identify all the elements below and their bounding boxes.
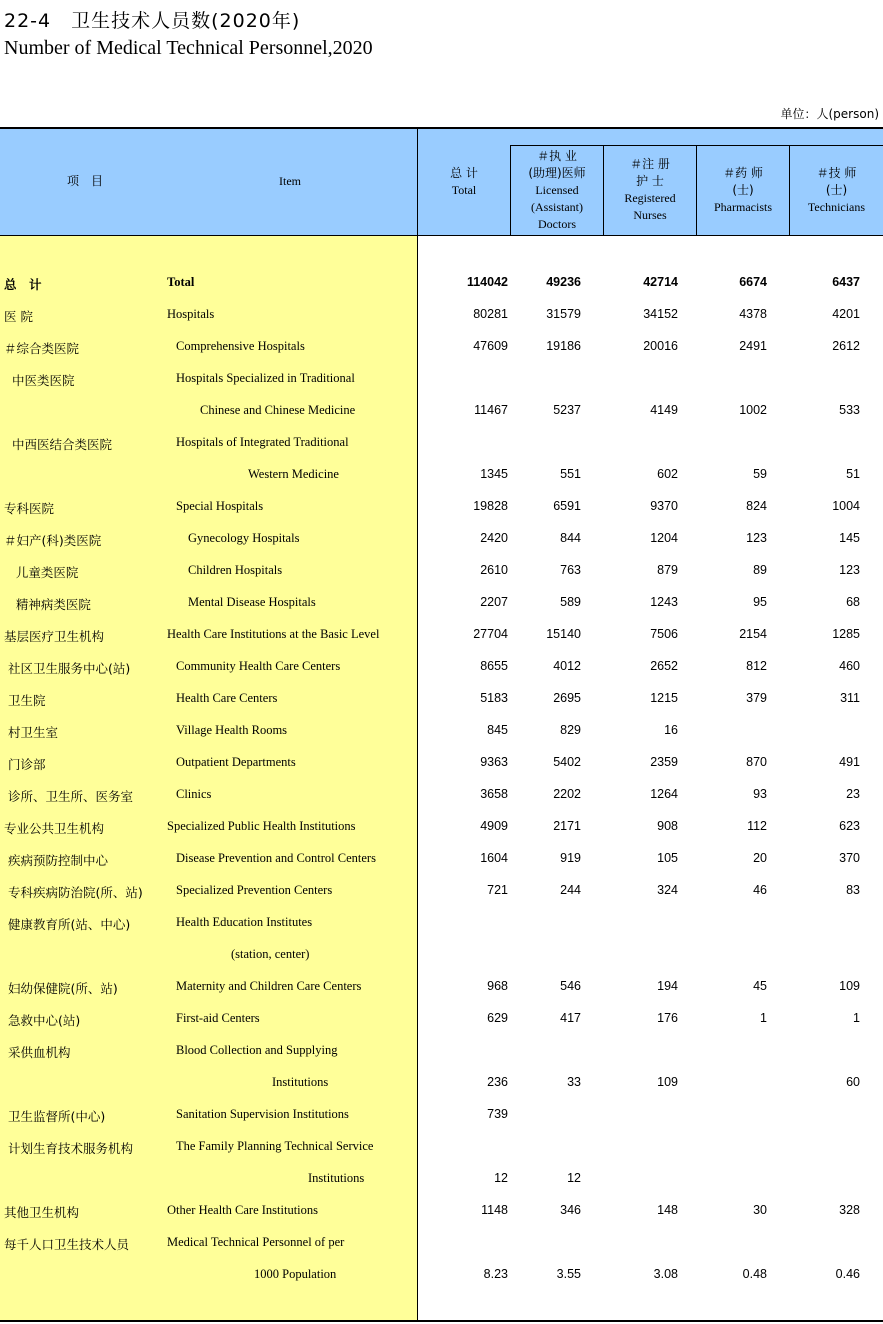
cell-tech: 1285	[832, 627, 860, 641]
table-row	[0, 652, 883, 684]
row-label-cn: 卫生监督所(中心)	[4, 1109, 106, 1124]
cell-tech: 145	[839, 531, 860, 545]
table-row	[0, 556, 883, 588]
cell-doctors: 244	[560, 883, 581, 897]
cell-total: 3658	[480, 787, 508, 801]
row-label-cn: 医 院	[4, 309, 33, 324]
row-label-cn: 专科疾病防治院(所、站)	[4, 885, 143, 900]
table-row	[0, 844, 883, 876]
table-row	[0, 300, 883, 332]
table-row	[0, 1100, 883, 1132]
cell-pharm: 20	[753, 851, 767, 865]
header-subrule	[510, 145, 883, 146]
row-label-cn: 中西医结合类医院	[4, 437, 112, 452]
cell-pharm: 46	[753, 883, 767, 897]
cell-nurses: 109	[657, 1075, 678, 1089]
title-english: Number of Medical Technical Personnel,2020	[4, 37, 373, 59]
table-row	[0, 364, 883, 396]
cell-nurses: 7506	[650, 627, 678, 641]
row-label-cn: 基层医疗卫生机构	[4, 629, 105, 644]
table-row	[0, 748, 883, 780]
cell-doctors: 19186	[546, 339, 581, 353]
table-row	[0, 588, 883, 620]
cell-total: 8.23	[483, 1267, 508, 1281]
cell-total: 5183	[480, 691, 508, 705]
table-row	[0, 1004, 883, 1036]
row-label-en: Hospitals Specialized in Traditional	[176, 371, 355, 385]
cell-pharm: 0.48	[742, 1267, 767, 1281]
row-label-en: Institutions	[272, 1075, 329, 1089]
cell-doctors: 546	[560, 979, 581, 993]
table-row	[0, 396, 883, 428]
table-row	[0, 492, 883, 524]
cell-total: 2207	[480, 595, 508, 609]
row-label-cn: 急救中心(站)	[4, 1013, 81, 1028]
row-label-cn: 采供血机构	[4, 1045, 71, 1060]
row-label-en: Health Care Centers	[176, 691, 278, 705]
row-label-cn: 总 计	[4, 277, 42, 292]
cell-doctors: 589	[560, 595, 581, 609]
row-label-cn: 村卫生室	[4, 725, 58, 740]
row-label-cn: ＃综合类医院	[4, 341, 80, 356]
header-bottom-rule	[0, 235, 883, 236]
cell-doctors: 346	[560, 1203, 581, 1217]
cell-total: 11467	[474, 403, 508, 417]
cell-pharm: 45	[753, 979, 767, 993]
table-row	[0, 428, 883, 460]
row-label-cn: 妇幼保健院(所、站)	[4, 981, 118, 996]
cell-pharm: 812	[746, 659, 767, 673]
row-label-cn: 专业公共卫生机构	[4, 821, 105, 836]
cell-nurses: 20016	[643, 339, 678, 353]
cell-nurses: 602	[657, 467, 678, 481]
cell-total: 968	[487, 979, 508, 993]
table-row	[0, 268, 883, 300]
cell-pharm: 30	[753, 1203, 767, 1217]
table-row	[0, 1068, 883, 1100]
row-label-en: Comprehensive Hospitals	[176, 339, 305, 353]
header-item-cn: 项 目	[66, 174, 103, 188]
cell-doctors: 5402	[553, 755, 581, 769]
row-label-en: Hospitals of Integrated Traditional	[176, 435, 349, 449]
row-label-en: Maternity and Children Care Centers	[176, 979, 362, 993]
cell-nurses: 2652	[650, 659, 678, 673]
cell-nurses: 4149	[650, 403, 678, 417]
row-label-en: Community Health Care Centers	[176, 659, 341, 673]
header-nurses: ＃注 册 护 士 Registered Nurses	[624, 157, 676, 222]
header-total: 总 计 Total	[450, 166, 478, 197]
row-label-en: Chinese and Chinese Medicine	[200, 403, 356, 417]
row-label-en: Mental Disease Hospitals	[188, 595, 316, 609]
cell-pharm: 6674	[739, 275, 767, 289]
cell-nurses: 3.08	[653, 1267, 678, 1281]
table-row	[0, 1164, 883, 1196]
table-row	[0, 1228, 883, 1260]
cell-total: 2610	[480, 563, 508, 577]
row-label-cn: 精神病类医院	[4, 597, 91, 612]
cell-doctors: 4012	[553, 659, 581, 673]
cell-total: 845	[487, 723, 508, 737]
row-label-en: The Family Planning Technical Service	[176, 1139, 374, 1153]
cell-doctors: 2202	[553, 787, 581, 801]
row-label-en: Village Health Rooms	[176, 723, 288, 737]
cell-total: 9363	[480, 755, 508, 769]
cell-total: 629	[487, 1011, 508, 1025]
row-label-en: Other Health Care Institutions	[167, 1203, 319, 1217]
cell-pharm: 4378	[739, 307, 767, 321]
cell-total: 80281	[473, 307, 508, 321]
cell-nurses: 42714	[643, 275, 678, 289]
cell-tech: 460	[839, 659, 860, 673]
cell-total: 47609	[473, 339, 508, 353]
row-label-en: Children Hospitals	[188, 563, 283, 577]
cell-tech: 533	[839, 403, 860, 417]
row-label-cn: 疾病预防控制中心	[4, 853, 108, 868]
cell-total: 2420	[480, 531, 508, 545]
row-label-cn: 健康教育所(站、中心)	[4, 917, 131, 932]
cell-pharm: 870	[746, 755, 767, 769]
cell-doctors: 551	[560, 467, 581, 481]
cell-nurses: 1243	[650, 595, 678, 609]
row-label-en: Clinics	[176, 787, 212, 801]
row-label-cn: 其他卫生机构	[4, 1205, 80, 1220]
row-label-en: Western Medicine	[248, 467, 339, 481]
cell-total: 236	[487, 1075, 508, 1089]
cell-tech: 123	[839, 563, 860, 577]
row-label-en: Institutions	[308, 1171, 365, 1185]
cell-tech: 4201	[832, 307, 860, 321]
cell-total: 12	[494, 1171, 508, 1185]
cell-doctors: 763	[560, 563, 581, 577]
cell-pharm: 112	[747, 819, 767, 833]
cell-pharm: 59	[753, 467, 767, 481]
table-row	[0, 780, 883, 812]
cell-tech: 2612	[832, 339, 860, 353]
unit-label: 单位：人(person)	[780, 107, 879, 121]
cell-tech: 6437	[832, 275, 860, 289]
header-pharmacists: ＃药 师 (士) Pharmacists	[714, 166, 772, 214]
cell-doctors: 15140	[546, 627, 581, 641]
cell-doctors: 12	[567, 1171, 581, 1185]
row-label-cn: 诊所、卫生所、医务室	[4, 789, 133, 804]
row-label-cn: ＃妇产(科)类医院	[4, 533, 102, 548]
table-row	[0, 1196, 883, 1228]
cell-tech: 328	[839, 1203, 860, 1217]
cell-nurses: 1215	[650, 691, 678, 705]
cell-tech: 0.46	[835, 1267, 860, 1281]
cell-nurses: 148	[657, 1203, 678, 1217]
cell-tech: 109	[839, 979, 860, 993]
cell-nurses: 879	[657, 563, 678, 577]
cell-tech: 623	[839, 819, 860, 833]
table-row	[0, 716, 883, 748]
cell-doctors: 3.55	[556, 1267, 581, 1281]
cell-doctors: 2695	[553, 691, 581, 705]
table-row	[0, 332, 883, 364]
header-doctors: ＃执 业 (助理)医师 Licensed (Assistant) Doctors	[528, 149, 586, 231]
cell-total: 19828	[473, 499, 508, 513]
cell-tech: 1004	[832, 499, 860, 513]
cell-pharm: 2491	[739, 339, 767, 353]
row-label-en: (station, center)	[231, 947, 310, 961]
table-row	[0, 684, 883, 716]
row-label-en: Health Education Institutes	[176, 915, 313, 929]
cell-nurses: 194	[657, 979, 678, 993]
row-label-en: Total	[167, 275, 195, 289]
cell-nurses: 324	[657, 883, 678, 897]
cell-nurses: 16	[664, 723, 678, 737]
cell-tech: 83	[846, 883, 860, 897]
row-label-en: Blood Collection and Supplying	[176, 1043, 338, 1057]
cell-total: 4909	[480, 819, 508, 833]
cell-total: 1148	[481, 1203, 508, 1217]
cell-nurses: 1204	[650, 531, 678, 545]
table-row	[0, 1036, 883, 1068]
table-row	[0, 972, 883, 1004]
cell-tech: 491	[839, 755, 860, 769]
cell-pharm: 824	[746, 499, 767, 513]
row-label-cn: 社区卫生服务中心(站)	[4, 661, 131, 676]
cell-pharm: 1002	[739, 403, 767, 417]
cell-tech: 51	[846, 467, 860, 481]
cell-tech: 68	[846, 595, 860, 609]
row-label-en: Special Hospitals	[176, 499, 264, 513]
row-label-en: Hospitals	[167, 307, 215, 321]
row-label-cn: 专科医院	[4, 501, 55, 516]
cell-total: 739	[487, 1107, 508, 1121]
cell-pharm: 93	[753, 787, 767, 801]
cell-pharm: 1	[760, 1011, 767, 1025]
cell-doctors: 829	[560, 723, 581, 737]
row-label-cn: 卫生院	[4, 693, 46, 708]
row-label-en: 1000 Population	[254, 1267, 337, 1281]
row-label-cn: 儿童类医院	[4, 565, 79, 580]
table-row	[0, 908, 883, 940]
cell-tech: 311	[840, 691, 860, 705]
table-row	[0, 876, 883, 908]
table-row	[0, 460, 883, 492]
cell-tech: 60	[846, 1075, 860, 1089]
cell-total: 114042	[466, 275, 508, 289]
table-row	[0, 1132, 883, 1164]
cell-nurses: 2359	[650, 755, 678, 769]
row-label-cn: 计划生育技术服务机构	[4, 1141, 133, 1156]
table-row	[0, 940, 883, 972]
row-label-en: Specialized Public Health Institutions	[167, 819, 356, 833]
row-label-en: Medical Technical Personnel of per	[167, 1235, 345, 1249]
cell-total: 8655	[480, 659, 508, 673]
cell-doctors: 31579	[546, 307, 581, 321]
table-row	[0, 620, 883, 652]
cell-tech: 23	[846, 787, 860, 801]
row-label-cn: 门诊部	[4, 757, 46, 772]
cell-total: 721	[487, 883, 508, 897]
row-label-en: Sanitation Supervision Institutions	[176, 1107, 349, 1121]
cell-pharm: 95	[753, 595, 767, 609]
row-label-en: Specialized Prevention Centers	[176, 883, 333, 897]
cell-doctors: 49236	[546, 275, 581, 289]
cell-nurses: 176	[657, 1011, 678, 1025]
cell-doctors: 417	[560, 1011, 581, 1025]
row-label-en: Outpatient Departments	[176, 755, 296, 769]
cell-total: 1604	[480, 851, 508, 865]
cell-pharm: 89	[753, 563, 767, 577]
table-row	[0, 1260, 883, 1292]
cell-doctors: 33	[567, 1075, 581, 1089]
row-label-en: Health Care Institutions at the Basic Level	[167, 627, 380, 641]
cell-pharm: 379	[746, 691, 767, 705]
cell-tech: 370	[839, 851, 860, 865]
cell-doctors: 844	[560, 531, 581, 545]
cell-nurses: 34152	[643, 307, 678, 321]
row-label-en: Disease Prevention and Control Centers	[176, 851, 376, 865]
cell-pharm: 2154	[739, 627, 767, 641]
row-label-en: First-aid Centers	[176, 1011, 260, 1025]
cell-doctors: 2171	[553, 819, 581, 833]
row-label-cn: 每千人口卫生技术人员	[4, 1237, 130, 1252]
cell-tech: 1	[853, 1011, 860, 1025]
cell-nurses: 105	[657, 851, 678, 865]
cell-nurses: 9370	[650, 499, 678, 513]
cell-doctors: 6591	[553, 499, 581, 513]
title-chinese: 22-4 卫生技术人员数(2020年)	[4, 10, 301, 32]
cell-nurses: 908	[657, 819, 678, 833]
row-label-en: Gynecology Hospitals	[188, 531, 300, 545]
table-row	[0, 812, 883, 844]
cell-nurses: 1264	[650, 787, 678, 801]
cell-total: 1345	[480, 467, 508, 481]
bottom-rule	[0, 1320, 883, 1322]
cell-pharm: 123	[746, 531, 767, 545]
header-technicians: ＃技 师 (士) Technicians	[807, 166, 866, 214]
cell-doctors: 5237	[553, 403, 581, 417]
cell-doctors: 919	[560, 851, 581, 865]
cell-total: 27704	[473, 627, 508, 641]
header-item-en: Item	[279, 174, 301, 188]
table-row	[0, 524, 883, 556]
row-label-cn: 中医类医院	[4, 373, 75, 388]
